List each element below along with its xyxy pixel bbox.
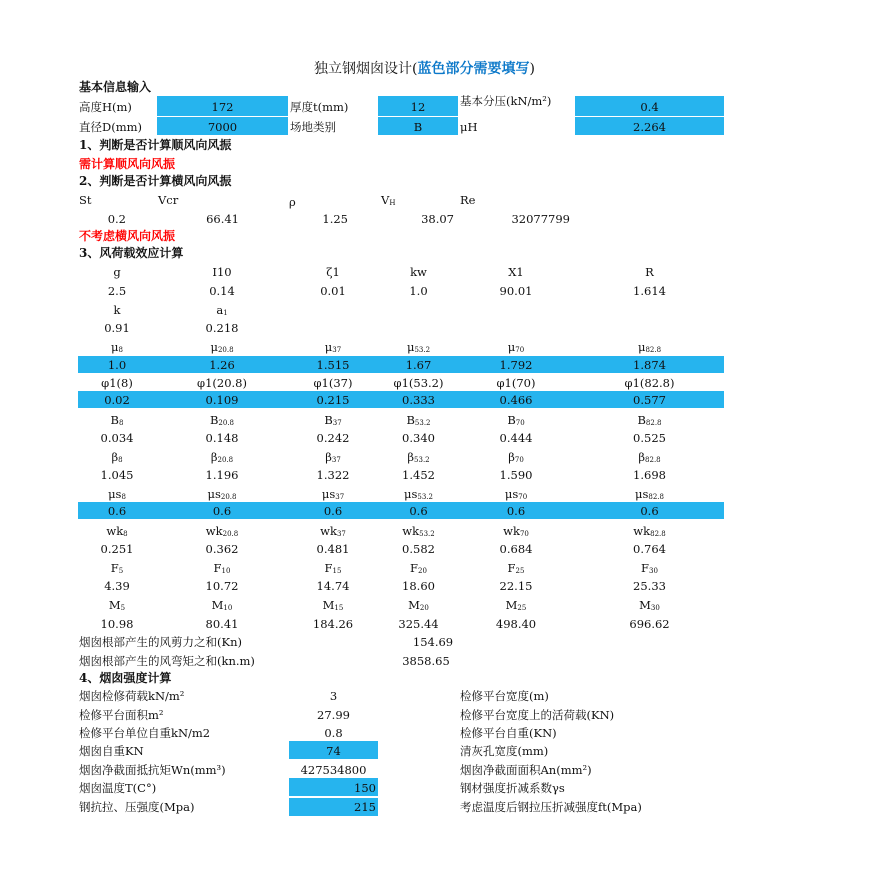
- muh-value: 2.264: [633, 120, 666, 134]
- value-beta-82-8: 1.698: [633, 468, 666, 482]
- value-m-25: 498.40: [495, 617, 537, 631]
- value-wk-82-8: 0.764: [633, 542, 666, 556]
- label-b-82-8: $B_{82.8}$: [637, 413, 662, 427]
- page-title: [314, 59, 535, 79]
- cross-wind-result: 不考虑横风向风振: [79, 229, 176, 243]
- s4-label-3: 烟囱自重KN: [79, 744, 144, 758]
- s2-value-vh: 38.07: [421, 212, 454, 226]
- s4-value-5: 150: [354, 781, 376, 795]
- section-basic-header: 基本信息输入: [79, 80, 152, 94]
- s4-label-1: 检修平台面积m²: [79, 708, 164, 722]
- s4-label-2: 检修平台单位自重kN/m2: [79, 726, 211, 740]
- value-phi-20-8: 0.109: [205, 393, 239, 407]
- label-phi-20-8: φ1(20.8): [197, 376, 247, 390]
- label-mus-20-8: $\mu s_{20.8}$: [207, 487, 237, 501]
- label-f-10: $F_{10}$: [213, 561, 231, 575]
- label-m-15: $M_{15}$: [322, 598, 344, 612]
- value-wk-53-2: 0.582: [402, 542, 435, 556]
- label-mus-53-2: $\mu s_{53.2}$: [404, 487, 433, 501]
- s2-label-vcr: Vcr: [158, 193, 179, 207]
- title-end: ): [529, 61, 535, 77]
- diameter-value: 7000: [207, 120, 238, 134]
- label-b-53-2: $B_{53.2}$: [406, 413, 431, 427]
- value-mus-53-2: 0.6: [409, 504, 428, 518]
- s2-value-vcr: 66.41: [206, 212, 239, 226]
- label-f-30: $F_{30}$: [641, 561, 658, 575]
- value-m-20: 325.44: [398, 617, 439, 631]
- label-k: k: [113, 303, 121, 317]
- value-f-25: 22.15: [499, 579, 533, 593]
- value-g: 2.5: [107, 284, 127, 298]
- value-b-53-2: 0.340: [402, 431, 435, 445]
- title-main: 独立钢烟囱设计(: [314, 61, 418, 77]
- value-mus-37: 0.6: [323, 504, 343, 518]
- wind-pressure-label: 基本分压(kN/m²): [460, 94, 552, 108]
- value-wk-70: 0.684: [499, 542, 533, 556]
- value-b-70: 0.444: [499, 431, 533, 445]
- s2-value-re: 32077799: [511, 212, 570, 226]
- value-beta-20-8: 1.196: [205, 468, 239, 482]
- value-b-20-8: 0.148: [205, 431, 239, 445]
- s4-value-3: 74: [326, 744, 341, 758]
- shear-sum-value: 154.69: [412, 635, 454, 649]
- value-m-15: 184.26: [312, 617, 354, 631]
- label-mu-70: $\mu_{70}$: [507, 340, 525, 354]
- s4-right-3: 清灰孔宽度(mm): [460, 744, 549, 758]
- value-mu-53-2: 1.67: [405, 358, 432, 372]
- label-beta-53-2: $\beta_{53.2}$: [407, 450, 430, 464]
- value-mu-20-8: 1.26: [209, 358, 235, 372]
- value-f-5: 4.39: [104, 579, 130, 593]
- label-mu-82-8: $\mu_{82.8}$: [637, 340, 662, 354]
- value-b-37: 0.242: [316, 431, 350, 445]
- height-value: 172: [211, 100, 234, 114]
- value-mu-70: 1.792: [499, 358, 533, 372]
- label-phi-53-2: φ1(53.2): [393, 376, 444, 390]
- value-phi-53-2: 0.333: [402, 393, 435, 407]
- value-a1: 0.218: [205, 321, 239, 335]
- label-mu-8: $\mu_8$: [111, 340, 123, 354]
- value-beta-37: 1.322: [316, 468, 350, 482]
- value-kw: 1.0: [409, 284, 428, 298]
- value-mu-8: 1.0: [107, 358, 127, 372]
- s2-value-st: 0.2: [107, 212, 126, 226]
- along-wind-result: 需计算顺风向风振: [79, 157, 176, 171]
- label-wk-82-8: $wk_{82.8}$: [633, 524, 666, 538]
- s2-label-re: Re: [460, 193, 476, 207]
- label-wk-53-2: $wk_{53.2}$: [402, 524, 435, 538]
- value-b-82-8: 0.525: [633, 431, 666, 445]
- value-wk-8: 0.251: [100, 542, 134, 556]
- s4-value-0: 3: [329, 689, 338, 703]
- s4-right-4: 烟囱净截面面积An(mm²): [460, 763, 592, 777]
- s4-right-2: 检修平台自重(KN): [460, 726, 557, 740]
- s4-label-6: 钢抗拉、压强度(Mpa): [79, 800, 195, 814]
- label-mus-8: $\mu s_8$: [108, 487, 126, 501]
- value-phi-37: 0.215: [316, 393, 350, 407]
- label-b-20-8: $B_{20.8}$: [209, 413, 235, 427]
- value-m-30: 696.62: [629, 617, 670, 631]
- section-1-header: 1、判断是否计算顺风向风振: [79, 138, 232, 152]
- label-m-10: $M_{10}$: [211, 598, 233, 612]
- thickness-label: 厚度t(mm): [290, 100, 349, 114]
- section-2-header: 2、判断是否计算横风向风振: [79, 174, 232, 188]
- label-mus-37: $\mu s_{37}$: [321, 487, 345, 501]
- label-b-8: $B_8$: [110, 413, 124, 427]
- value-mu-82-8: 1.874: [633, 358, 666, 372]
- thickness-value: 12: [410, 100, 426, 114]
- value-i10: 0.14: [209, 284, 235, 298]
- label-b-37: $B_{37}$: [324, 413, 342, 427]
- label-beta-82-8: $\beta_{82.8}$: [638, 450, 661, 464]
- site-category-value: B: [413, 120, 423, 134]
- s4-label-5: 烟囱温度T(C°): [79, 781, 157, 795]
- label-i10: I10: [212, 265, 232, 279]
- value-phi-82-8: 0.577: [633, 393, 666, 407]
- label-f-5: $F_5$: [110, 561, 124, 575]
- label-a1: $a_1$: [216, 303, 228, 317]
- height-label: 高度H(m): [79, 100, 132, 114]
- label-f-25: $F_{25}$: [507, 561, 525, 575]
- muh-label: μH: [460, 120, 478, 134]
- label-mus-70: $\mu s_{70}$: [504, 487, 528, 501]
- value-x1: 90.01: [499, 284, 533, 298]
- value-beta-8: 1.045: [100, 468, 134, 482]
- s4-right-1: 检修平台宽度上的活荷载(KN): [460, 708, 615, 722]
- label-x1: X1: [508, 265, 524, 279]
- label-wk-8: $wk_8$: [106, 524, 128, 538]
- label-phi-82-8: φ1(82.8): [624, 376, 675, 390]
- label-beta-70: $\beta_{70}$: [508, 450, 524, 464]
- value-m-10: 80.41: [205, 617, 239, 631]
- label-f-20: $F_{20}$: [410, 561, 427, 575]
- label-b-70: $B_{70}$: [507, 413, 525, 427]
- label-kw: kw: [410, 265, 427, 279]
- value-b-8: 0.034: [100, 431, 134, 445]
- moment-sum-label: 烟囱根部产生的风弯矩之和(kn.m): [79, 654, 255, 668]
- s4-right-0: 检修平台宽度(m): [460, 689, 549, 703]
- s4-value-2: 0.8: [324, 726, 343, 740]
- value-r: 1.614: [633, 284, 666, 298]
- value-mus-82-8: 0.6: [640, 504, 659, 518]
- label-wk-20-8: $wk_{20.8}$: [205, 524, 239, 538]
- label-zeta1: ζ1: [326, 265, 340, 279]
- label-phi-70: φ1(70): [496, 376, 536, 390]
- value-m-5: 10.98: [100, 617, 134, 631]
- label-mu-53-2: $\mu_{53.2}$: [406, 340, 431, 354]
- label-mu-20-8: $\mu_{20.8}$: [210, 340, 234, 354]
- value-f-30: 25.33: [633, 579, 666, 593]
- title-blue-note: 蓝色部分需要填写: [417, 61, 530, 77]
- label-phi-8: φ1(8): [101, 376, 133, 390]
- label-beta-8: $\beta_8$: [111, 450, 123, 464]
- s4-value-1: 27.99: [317, 708, 350, 722]
- s4-right-6: 考虑温度后钢拉压折减强度ft(Mpa): [460, 800, 642, 814]
- label-m-25: $M_{25}$: [505, 598, 527, 612]
- s4-label-0: 烟囱检修荷载kN/m²: [79, 689, 185, 703]
- s4-value-6: 215: [354, 800, 376, 814]
- label-m-20: $M_{20}$: [408, 598, 429, 612]
- value-beta-53-2: 1.452: [402, 468, 435, 482]
- section-3-header: 3、风荷载效应计算: [79, 246, 184, 260]
- value-mus-70: 0.6: [506, 504, 526, 518]
- site-category-label: 场地类别: [290, 120, 336, 134]
- value-phi-8: 0.02: [104, 393, 130, 407]
- moment-sum-value: 3858.65: [402, 654, 450, 668]
- value-f-20: 18.60: [402, 579, 435, 593]
- section-4-header: 4、烟囱强度计算: [79, 671, 172, 685]
- diameter-label: 直径D(mm): [79, 120, 143, 134]
- s2-value-rho: 1.25: [322, 212, 348, 226]
- label-f-15: $F_{15}$: [324, 561, 342, 575]
- value-zeta1: 0.01: [320, 284, 346, 298]
- value-wk-37: 0.481: [316, 542, 350, 556]
- s2-label-st: St: [79, 193, 92, 207]
- value-mus-8: 0.6: [107, 504, 127, 518]
- shear-sum-label: 烟囱根部产生的风剪力之和(Kn): [79, 635, 242, 649]
- label-g: g: [113, 265, 121, 279]
- label-m-5: $M_5$: [108, 598, 126, 612]
- wind-pressure-value: 0.4: [640, 100, 659, 114]
- s4-right-5: 钢材强度折减系数γs: [460, 781, 565, 795]
- value-phi-70: 0.466: [499, 393, 533, 407]
- value-f-15: 14.74: [316, 579, 350, 593]
- label-mus-82-8: $\mu s_{82.8}$: [635, 487, 664, 501]
- value-mu-37: 1.515: [316, 358, 350, 372]
- label-r: R: [645, 265, 654, 279]
- s2-label-vh: $V_H$: [381, 193, 396, 207]
- value-mus-20-8: 0.6: [212, 504, 232, 518]
- s4-label-4: 烟囱净截面抵抗矩Wn(mm³): [79, 763, 226, 777]
- label-phi-37: φ1(37): [313, 376, 353, 390]
- value-k: 0.91: [104, 321, 130, 335]
- label-wk-37: $wk_{37}$: [320, 524, 346, 538]
- label-m-30: $M_{30}$: [639, 598, 660, 612]
- s2-label-rho: ρ: [289, 195, 296, 209]
- label-mu-37: $\mu_{37}$: [324, 340, 342, 354]
- s4-value-4: 427534800: [300, 763, 367, 777]
- label-beta-20-8: $\beta_{20.8}$: [210, 450, 234, 464]
- label-wk-70: $wk_{70}$: [503, 524, 529, 538]
- value-f-10: 10.72: [205, 579, 239, 593]
- value-beta-70: 1.590: [499, 468, 533, 482]
- label-beta-37: $\beta_{37}$: [325, 450, 341, 464]
- value-wk-20-8: 0.362: [205, 542, 239, 556]
